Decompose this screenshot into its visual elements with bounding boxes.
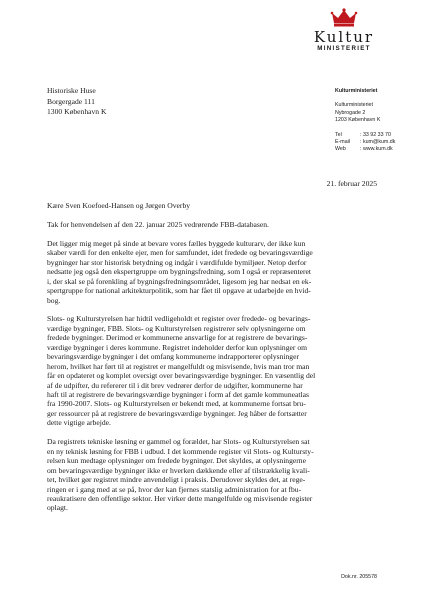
paragraph-line: ger ressourcer på at registrere de bevaringsværdige bygninger. Jeg håber de fortsætter (47, 408, 307, 418)
body-paragraph (47, 314, 372, 427)
paragraph-line: får en opdateret og komplet oversigt over bevaringsværdige bygninger. En væsentlig del (47, 371, 316, 381)
paragraph-line: værdige bygninger, FBB. Slots- og Kulturstyrelsen registrerer selv oplysningerne om (47, 323, 306, 333)
contact-label: Tel (335, 131, 342, 138)
paragraph-line: en ny teknisk løsning for FBB i udbud. I det kommende register vil Slots- og Kultursty- (47, 446, 314, 456)
paragraph-line: nedsatte jeg også den ekspertgruppe om bygningsfredning, som I også er repræsenteret (47, 267, 312, 277)
contact-web (335, 146, 395, 153)
logo-wordmark: Kultur (313, 28, 375, 46)
paragraph-line: skaber værdi for den enkelte ejer, men for samfundet, idet fredede og bevaringsværdige (47, 248, 313, 258)
paragraph-line: dette vigtige arbejde. (47, 418, 111, 428)
paragraph-line: bygninger har stor historisk betydning og indgår i værdifulde bymiljøer. Netop derfor (47, 257, 307, 267)
sender-address-line: 1203 København K (335, 117, 381, 124)
body-paragraph (47, 239, 372, 305)
paragraph-line: relsen kun medtage oplysninger om fredede bygninger. Det skyldes, at oplysningerne (47, 456, 306, 466)
paragraph-line: oplagt. (47, 503, 68, 513)
paragraph-line: bog. (47, 295, 61, 305)
sender-address-line: Nybrogade 2 (335, 109, 366, 116)
recipient-line: Historiske Huse (47, 86, 96, 95)
contact-value[interactable]: : kum@kum.dk (360, 139, 396, 146)
body-paragraph (47, 437, 372, 513)
paragraph-line: ringen er i gang med at se på, hvor der kan fjernes statslig administration for at fbu- (47, 484, 302, 494)
letter-body (47, 201, 372, 522)
paragraph-line: Det ligger mig meget på sinde at bevare vores fælles byggede kulturarv, der ikke kun (47, 238, 306, 248)
contact-value[interactable]: : www.kum.dk (360, 146, 393, 153)
letter-date: 21. februar 2025 (326, 179, 377, 188)
sender-block (335, 88, 395, 154)
paragraph-line: haft til at registrere de bevaringsværdige bygninger i form af det gamle kommuneatlas (47, 390, 309, 400)
ministry-logo (294, 8, 394, 54)
paragraph-line: fredede bygninger. Derimod er kommunerne ansvarlige for at registrere de bevarings- (47, 333, 308, 343)
paragraph-line: af de udpifter, du refererer til i dit brev vedrører derfor de udgifter, kommunerne har (47, 380, 303, 390)
paragraph-line: om bevaringsværdige bygninger ikke er hverken dækkende eller af tilstrækkelig kvali- (47, 465, 310, 475)
recipient-address (47, 86, 106, 118)
body-paragraph (47, 220, 372, 229)
sender-address-line: Kulturministeriet (335, 102, 373, 109)
paragraph-line: tet, hvilket gør registret mindre anvendeligt i praksis. Derudover skyldes det, at rege- (47, 475, 306, 485)
paragraph-line: Tak for henvendelsen af den 22. januar 2025 vedrørende FBB-databasen. (47, 219, 269, 229)
crown-icon (330, 8, 358, 28)
paragraph-line: Slots- og Kulturstyrelsen har hidtil vedligeholdt et register over fredede- og bevarings- (47, 314, 311, 324)
paragraph-line: bevaringsværdige bygninger i det omfang kommunerne indrapporterer oplysninger (47, 352, 300, 362)
paragraph-line: Da registrets tekniske løsning er gammel og forældet, har Slots- og Kulturstyrelsen sat (47, 437, 310, 447)
document-number: Dok.nr. 205578 (341, 574, 377, 580)
paragraph-line: reaukratisere den offentlige sektor. Her virker dette mangelfulde og misvisende register (47, 493, 313, 503)
logo-subtitle: MINISTERIET (317, 45, 371, 52)
paragraph-line: herom, hvilket har ført til at registret er mangelfuldt og misvisende, hvis man tror man (47, 361, 310, 371)
contact-email (335, 139, 395, 146)
greeting: Kære Sven Koefoed-Hansen og Jørgen Overby (47, 201, 191, 210)
paragraph-line: værdige bygninger i deres kommune. Registret indeholder derfor kun oplysninger om (47, 342, 308, 352)
contact-label: Web (335, 146, 346, 153)
paragraph-line: i, der skal se på forenkling af bygningsfredningsområdet, ligesom jeg har nedsat en ek- (47, 276, 312, 286)
recipient-line: Borgergade 111 (47, 96, 95, 106)
contact-phone (335, 132, 395, 139)
paragraph-line: spertgruppe for national arkitekturpolitik, som har fået til opgave at udarbejde en hvid- (47, 286, 311, 296)
recipient-line: 1300 København K (47, 107, 107, 117)
contact-label: E-mail (335, 139, 351, 146)
contact-value: : 33 92 33 70 (360, 131, 391, 138)
sender-org: Kulturministeriet (335, 88, 378, 94)
paragraph-line: fra 1990-2007. Slots- og Kulturstyrelsen er bekendt med, at kommunerne fortsat bru- (47, 399, 306, 409)
